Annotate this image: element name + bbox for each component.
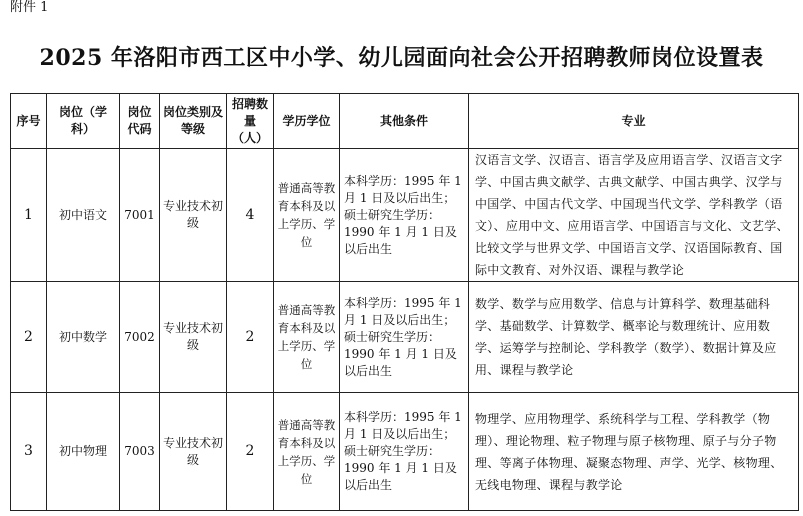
cell-major: 汉语言文学、汉语言、语言学及应用语言学、汉语言文字学、中国古典文献学、古典文献学、中国古典学、汉学与中国学、中国古代文学、中国现当代文学、学科教学（语文）、应用中文、应用语言学、中国语言与文化、文艺学、比较文学与世界文学、中国语言文学、汉语国际教育、国际中文教育、对外汉语、课程与教学论 [469,149,799,282]
page-title: 2025 年洛阳市西工区中小学、幼儿园面向社会公开招聘教师岗位设置表 [39,45,764,71]
cell-seq: 3 [11,393,47,511]
table-row [11,393,799,511]
header-seq: 序号 [11,94,47,149]
cell-education: 普通高等教育本科及以上学历、学位 [274,149,340,282]
header-conditions: 其他条件 [340,94,469,149]
cell-conditions: 本科学历：1995 年 1 月 1 日及以后出生；硕士研究生学历：1990 年 1 月 1 日及以后出生 [340,149,469,282]
header-category: 岗位类别及等级 [160,94,227,149]
cell-category: 专业技术初级 [160,149,227,282]
header-education: 学历学位 [274,94,340,149]
cell-code: 7002 [120,282,160,393]
cell-category: 专业技术初级 [160,282,227,393]
cell-position: 初中语文 [47,149,120,282]
cell-major: 数学、数学与应用数学、信息与计算科学、数理基础科学、基础数学、计算数学、概率论与数理统计、应用数学、运筹学与控制论、学科教学（数学）、数据计算及应用、课程与教学论 [469,282,799,393]
header-row [11,94,799,149]
cell-education: 普通高等教育本科及以上学历、学位 [274,282,340,393]
cell-count: 2 [227,393,274,511]
recruitment-table [10,93,799,511]
cell-major: 物理学、应用物理学、系统科学与工程、学科教学（物理）、理论物理、粒子物理与原子核物理、原子与分子物理、等离子体物理、凝聚态物理、声学、光学、核物理、无线电物理、课程与教学论 [469,393,799,511]
header-code: 岗位代码 [120,94,160,149]
cell-education: 普通高等教育本科及以上学历、学位 [274,393,340,511]
cell-count: 2 [227,282,274,393]
attachment-label: 附件 1 [10,0,49,15]
header-major: 专业 [469,94,799,149]
table-row [11,149,799,282]
table-row [11,282,799,393]
cell-seq: 2 [11,282,47,393]
cell-category: 专业技术初级 [160,393,227,511]
cell-seq: 1 [11,149,47,282]
cell-code: 7003 [120,393,160,511]
cell-position: 初中物理 [47,393,120,511]
cell-code: 7001 [120,149,160,282]
cell-conditions: 本科学历：1995 年 1 月 1 日及以后出生；硕士研究生学历：1990 年 1 月 1 日及以后出生 [340,282,469,393]
cell-conditions: 本科学历：1995 年 1 月 1 日及以后出生；硕士研究生学历：1990 年 1 月 1 日及以后出生 [340,393,469,511]
cell-count: 4 [227,149,274,282]
cell-position: 初中数学 [47,282,120,393]
header-position: 岗位（学科） [47,94,120,149]
header-count: 招聘数量（人） [227,94,274,149]
